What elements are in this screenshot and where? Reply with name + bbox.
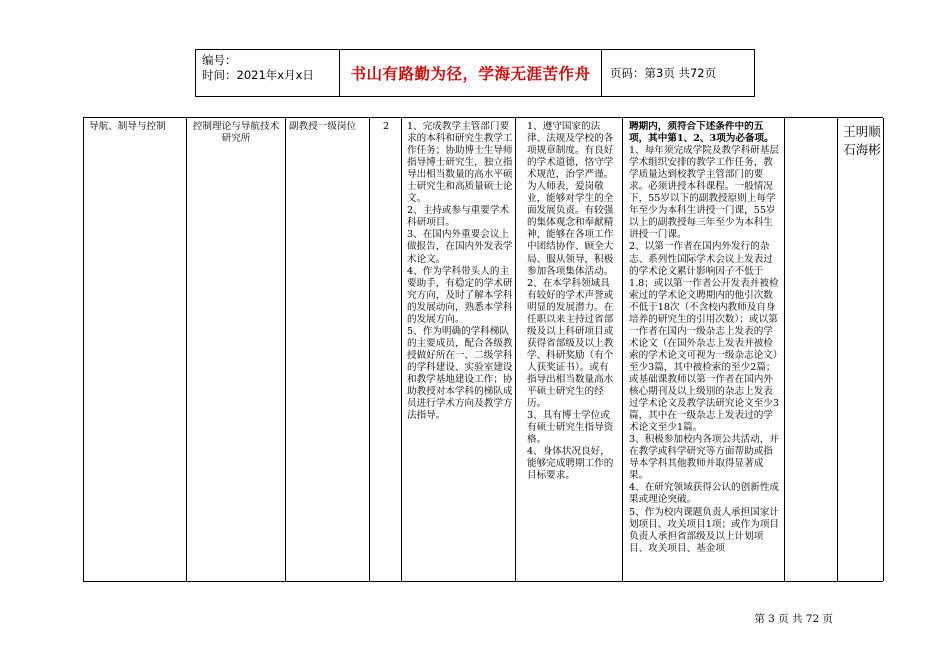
motto: 书山有路勤为径，学海无涯苦作舟 (340, 50, 602, 96)
page-header (195, 49, 755, 97)
institute-cell: 控制理论与导航技术研究所 (192, 121, 280, 145)
serial-label: 编号： (202, 53, 237, 67)
conditions-cell (527, 121, 617, 482)
count-cell: 2 (382, 121, 390, 132)
assessment-text: 1、每年须完成学院及教学科研基层学术组织安排的教学工作任务，教学质量达到校教学主管部门的要求。必须讲授本科课程。一般情况下，55岁以下的副教授原则上每学年至少为本科生讲授一门课，55岁以上的副教授每三年至少为本科生讲授一门课。 2、以第一作者在国内外发行的杂志、系列性国际学术会议上发表过的学术论文累计影响因子不低于1.8；或以第一作者公开发表并被检索过的学术论文聘期内的他引次数不低于18次（不含校内教师及自身培养的研究生的引用次数）；或以第一作者在国内一级杂志上发表的学术论文（在国外杂志上发表并被检索的学术论文可视为一级杂志论文）至少3篇，其中被检索的至少2篇；或基础课教师以第一作者在国内外核心期刊及以上级别的杂志上发表过学术论文及教学法研究论文至少3篇，其中在一级杂志上发表过的学术论文至少1篇。 3、积极参加校内各项公共活动，并在教学或科学研究等方面帮助或指导本学科其他教师并取得显著成果。 4、在研究领域获得公认的创新性成果或理论突破。 5、作为校内课题负责人承担国家计划项目、攻关项目1项；或作为项目负责人承担省部级及以上计划项目、攻关项目、基金项 (629, 145, 780, 554)
duties-cell (407, 121, 513, 422)
candidate-name: 王明顺 (843, 124, 881, 139)
conditions-text: 1、遵守国家的法律、法规及学校的各项规章制度。有良好的学术道德，恪守学术规范，治学严谨。为人师表，爱岗敬业，能够对学生的全面发展负责。有较强的集体观念和奉献精神，能够在各项工作中团结协作、顾全大局、服从领导，积极参加各项集体活动。 2、在本学科领域具有较好的学术声誉或明显的发展潜力。在任职以来主持过省部级及以上科研项目或获得省部级及以上教学、科研奖励（有个人获奖证书）。或有指导出相当数量高水平硕士研究生的经历。 3、具有博士学位或有硕士研究生指导资格。 4、身体状况良好，能够完成聘期工作的目标要求。 (527, 121, 614, 482)
duties-text: 1、完成教学主管部门要求的本科和研究生教学工作任务；协助博士生导师指导博士研究生，独立指导出相当数量的高水平硕士研究生和高质量硕士论文。 2、主持或参与重要学术科研项目。 3、在国内外重要会议上做报告，在国内外发表学术论文。 4、作为学科带头人的主要助手，有稳定的学术研究方向，及时了解本学科的发展动向，熟悉本学科的发展方向。 5、作为明确的学科梯队的主要成员，配合各级教授做好所在一、二级学科的学科建设、实验室建设和教学基地建设工作；协助教授对本学科的梯队成员进行学术方向及教学方法指导。 (407, 121, 513, 422)
candidate-name: 石海彬 (843, 142, 881, 157)
page-footer: 第 3 页 共 72 页 (754, 613, 833, 625)
candidates-cell (841, 123, 883, 159)
position-table (83, 117, 883, 582)
header-meta (196, 50, 340, 96)
page-info: 页码：第3页 共72页 (610, 66, 717, 80)
assessment-cell (629, 121, 780, 555)
time-label: 时间：2021年x月x日 (202, 68, 314, 82)
discipline-cell: 导航、制导与控制 (89, 121, 166, 132)
assessment-heading: 聘期内，须符合下述条件中的五项，其中第1、2、3项为必备项。 (629, 121, 774, 145)
position-cell: 副教授一级岗位 (289, 121, 357, 132)
